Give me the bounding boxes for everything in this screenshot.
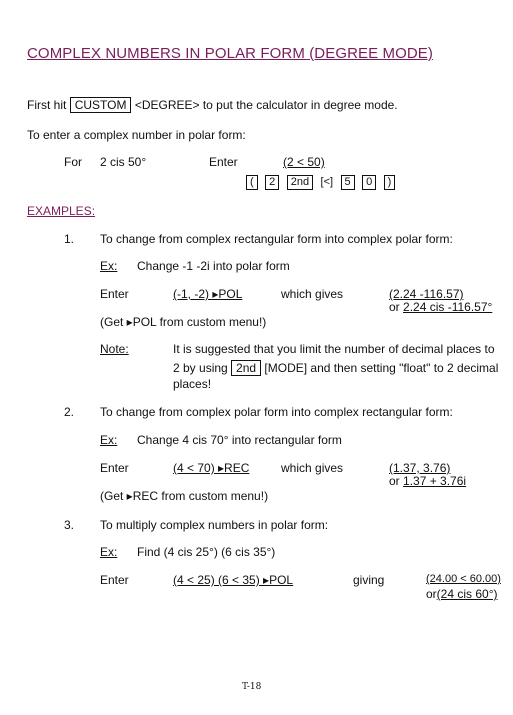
- ex2-result2: 1.37 + 3.76i: [403, 474, 467, 488]
- ex1-which-gives: which gives: [281, 287, 344, 301]
- ex1-heading: To change from complex rectangular form into complex polar form:: [100, 232, 453, 246]
- ex3-giving: giving: [353, 573, 385, 587]
- ex2-get-text: (Get ▸REC from custom menu!): [100, 489, 269, 503]
- ex1-or: or: [389, 300, 400, 314]
- ex1-result1: (2.24 -116.57): [389, 287, 464, 301]
- ex1-note-label: Note:: [100, 342, 129, 356]
- ex2-number: 2.: [64, 405, 75, 419]
- for-value: 2 cis 50°: [100, 155, 147, 169]
- ex3-enter-label: Enter: [100, 573, 129, 587]
- ex1-result2: 2.24 cis -116.57°: [403, 300, 493, 314]
- for-enter-label: Enter: [209, 155, 238, 169]
- key-5: 5: [341, 175, 355, 190]
- ex1-expr: (-1, -2) ▸POL: [173, 287, 243, 301]
- ex1-note-line2b: [MODE] and then setting "float" to 2 decimal: [264, 361, 499, 375]
- ex2-which-gives: which gives: [281, 461, 344, 475]
- ex2-result-line2: [389, 474, 466, 488]
- ex1-result-line2: [389, 300, 492, 314]
- ex2-enter-label: Enter: [100, 461, 129, 475]
- intro-first-hit: First hit: [27, 98, 67, 112]
- page-title: COMPLEX NUMBERS IN POLAR FORM (DEGREE MODE): [27, 45, 434, 62]
- ex2-ex-label: Ex:: [100, 433, 118, 447]
- ex3-result2: (24 cis 60°): [436, 587, 498, 601]
- ex2-or: or: [389, 474, 400, 488]
- ex2-expr: (4 < 70) ▸REC: [173, 461, 250, 475]
- ex1-ex-label: Ex:: [100, 259, 118, 273]
- key-close-paren: ): [384, 175, 396, 190]
- page-number: T-18: [242, 682, 262, 692]
- key-0: 0: [362, 175, 376, 190]
- examples-heading: EXAMPLES:: [27, 204, 96, 218]
- enter-polar-text: To enter a complex number in polar form:: [27, 128, 246, 142]
- for-expr: (2 < 50): [283, 155, 325, 169]
- intro-line: [27, 97, 398, 113]
- intro-degree-text: <DEGREE> to put the calculator in degree mode.: [134, 98, 398, 112]
- custom-key: CUSTOM: [70, 97, 132, 113]
- ex3-or: or: [426, 587, 437, 601]
- ex3-result1: (24.00 < 60.00): [426, 573, 501, 585]
- ex1-ex-text: Change -1 -2i into polar form: [137, 259, 290, 273]
- ex1-note-line1: It is suggested that you limit the number of decimal places to: [173, 342, 495, 356]
- ex3-result-line2: [426, 587, 498, 601]
- ex1-note-line3: places!: [173, 377, 212, 391]
- key-angle: [<]: [320, 176, 334, 188]
- key-open-paren: (: [246, 175, 258, 190]
- ex2-result1: (1.37, 3.76): [389, 461, 451, 475]
- for-label: For: [64, 155, 82, 169]
- ex1-note-line2a: 2 by using: [173, 361, 228, 375]
- ex2-ex-text: Change 4 cis 70° into rectangular form: [137, 433, 342, 447]
- ex3-heading: To multiply complex numbers in polar form:: [100, 518, 329, 532]
- ex3-ex-label: Ex:: [100, 545, 118, 559]
- key-sequence: [246, 172, 398, 190]
- ex1-note-line2: [173, 360, 498, 376]
- ex2-heading: To change from complex polar form into complex rectangular form:: [100, 405, 453, 419]
- ex3-ex-text: Find (4 cis 25°) (6 cis 35°): [137, 545, 276, 559]
- ex3-expr: (4 < 25) (6 < 35) ▸POL: [173, 573, 294, 587]
- key-2nd: 2nd: [287, 175, 313, 190]
- ex1-enter-label: Enter: [100, 287, 129, 301]
- ex3-number: 3.: [64, 518, 75, 532]
- note-2nd-key: 2nd: [231, 360, 261, 376]
- key-2: 2: [265, 175, 279, 190]
- ex1-get-text: (Get ▸POL from custom menu!): [100, 315, 267, 329]
- ex1-number: 1.: [64, 232, 75, 246]
